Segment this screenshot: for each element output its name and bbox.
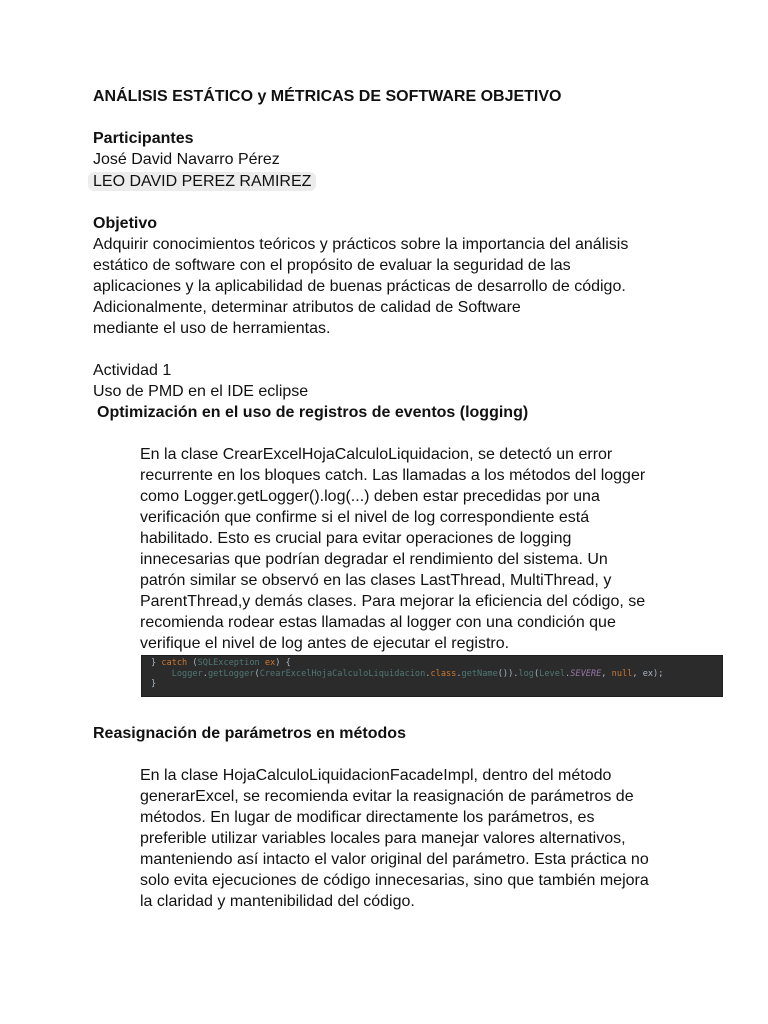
objective-heading: Objetivo <box>93 215 158 232</box>
code-screenshot <box>141 655 723 697</box>
section1-line: verifique el nivel de log antes de ejecutar el registro. <box>140 635 510 652</box>
section1-line: como Logger.getLogger().log(...) deben estar precedidas por una <box>140 488 600 505</box>
section1-line: En la clase CrearExcelHojaCalculoLiquidacion, se detectó un error <box>140 446 613 463</box>
activity-tool: Uso de PMD en el IDE eclipse <box>93 383 309 400</box>
section2-line: preferible utilizar variables locales para manejar valores alternativos, <box>140 830 626 847</box>
participants-heading: Participantes <box>93 130 194 147</box>
section1-line: verificación que confirme si el nivel de log correspondiente está <box>140 509 590 526</box>
section1-line: innecesarias que podrían degradar el rendimiento del sistema. Un <box>140 551 608 568</box>
section2-line: manteniendo así intacto el valor original del parámetro. Esta práctica no <box>140 851 649 868</box>
objective-line: estático de software con el propósito de evaluar la seguridad de las <box>93 257 571 274</box>
objective-line: aplicaciones y la aplicabilidad de buenas prácticas de desarrollo de código. <box>93 278 626 295</box>
participant-name: José David Navarro Pérez <box>93 151 280 168</box>
objective-line: Adicionalmente, determinar atributos de calidad de Software <box>93 299 521 316</box>
section1-line: ParentThread,y demás clases. Para mejorar la eficiencia del código, se <box>140 593 646 610</box>
objective-line: mediante el uso de herramientas. <box>93 320 331 337</box>
section2-paragraph <box>140 765 700 912</box>
section2-line: En la clase HojaCalculoLiquidacionFacadeImpl, dentro del método <box>140 767 612 784</box>
document-title: ANÁLISIS ESTÁTICO y MÉTRICAS DE SOFTWARE OBJETIVO <box>93 88 562 105</box>
section1-paragraph <box>140 444 700 654</box>
section1-heading: Optimización en el uso de registros de eventos (logging) <box>97 404 529 421</box>
code-line-1: } catch (SQLException ex) { <box>151 658 291 668</box>
code-line-3: } <box>151 679 157 689</box>
section1-line: habilitado. Esto es crucial para evitar operaciones de logging <box>140 530 572 547</box>
section2-line: métodos. En lugar de modificar directamente los parámetros, es <box>140 809 595 826</box>
section1-line: recurrente en los bloques catch. Las llamadas a los métodos del logger <box>140 467 646 484</box>
section2-line: generarExcel, se recomienda evitar la reasignación de parámetros de <box>140 788 634 805</box>
section2-line: la claridad y mantenibilidad del código. <box>140 893 415 910</box>
section1-line: recomienda rodear estas llamadas al logger con una condición que <box>140 614 616 631</box>
section2-line: solo evita ejecuciones de código innecesarias, sino que también mejora <box>140 872 649 889</box>
objective-line: Adquirir conocimientos teóricos y prácticos sobre la importancia del análisis <box>93 236 629 253</box>
highlighted-participant: LEO DAVID PEREZ RAMIREZ <box>88 172 316 191</box>
activity-label: Actividad 1 <box>93 362 172 379</box>
section2-heading: Reasignación de parámetros en métodos <box>93 725 406 742</box>
section1-line: patrón similar se observó en las clases LastThread, MultiThread, y <box>140 572 612 589</box>
code-line-2: Logger.getLogger(CrearExcelHojaCalculoLiquidacion.class.getName()).log(Level.SEVERE, null, ex); <box>171 668 664 679</box>
participant-name-highlighted <box>93 171 316 192</box>
